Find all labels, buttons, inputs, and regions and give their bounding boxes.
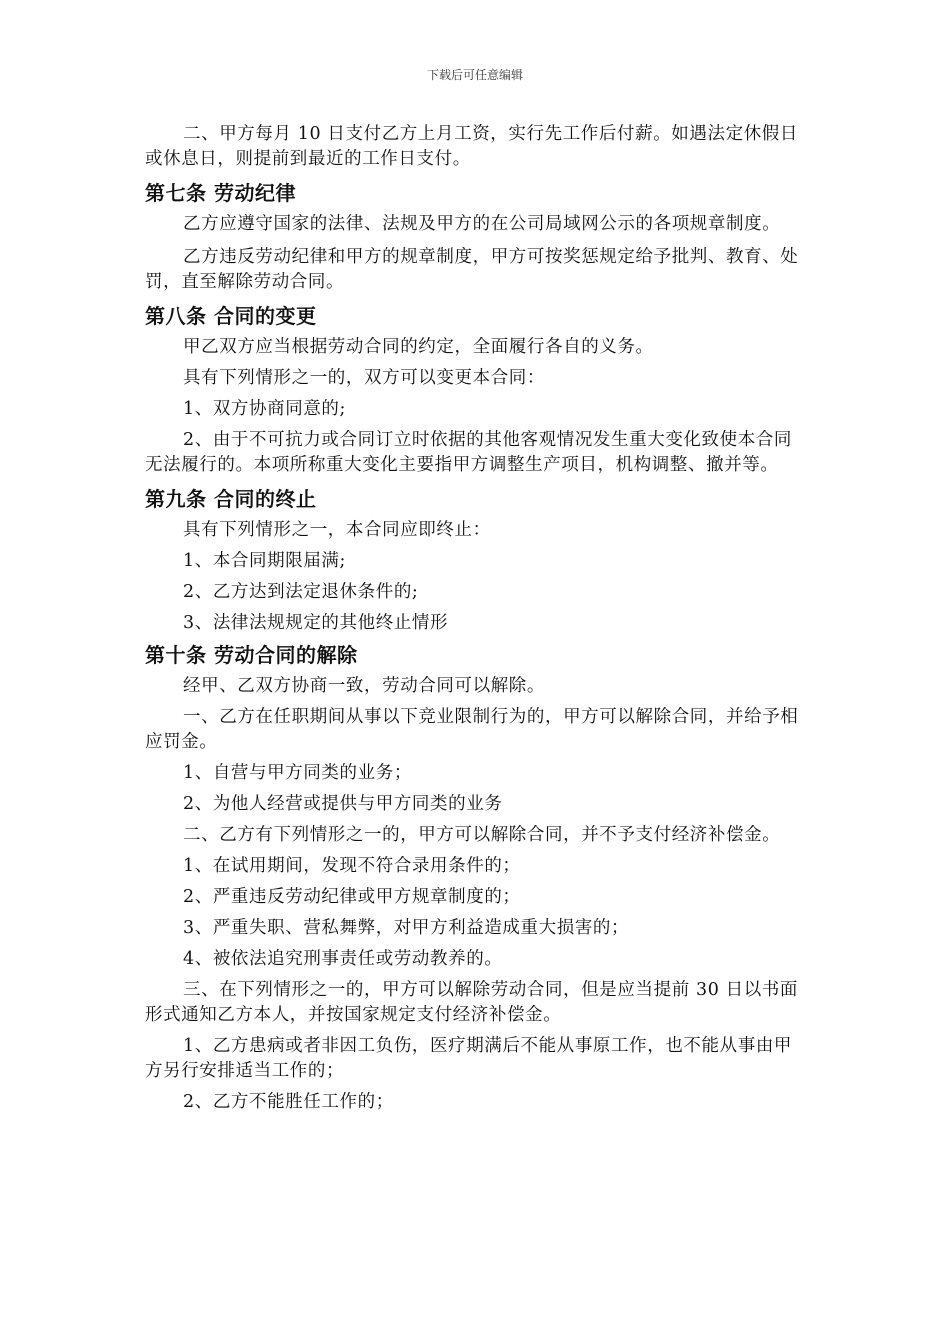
heading-article-10: 第十条 劳动合同的解除: [145, 643, 358, 667]
heading-article-7: 第七条 劳动纪律: [145, 181, 296, 205]
paragraph: 一、乙方在任职期间从事以下竞业限制行为的，甲方可以解除合同，并给予相应罚金。: [145, 707, 799, 752]
document-body: [145, 122, 810, 1121]
list-item: 1、乙方患病或者非因工负伤，医疗期满后不能从事原工作，也不能从事由甲方另行安排适当工作的；: [145, 1036, 793, 1081]
list-item: 3、法律法规规定的其他终止情形: [183, 613, 449, 633]
paragraph: 三、在下列情形之一的，甲方可以解除劳动合同，但是应当提前 30 日以书面形式通知乙方本人，并按国家规定支付经济补偿金。: [145, 980, 798, 1025]
list-item: 2、乙方达到法定退休条件的;: [183, 582, 419, 602]
paragraph: 乙方违反劳动纪律和甲方的规章制度，甲方可按奖惩规定给予批判、教育、处罚，直至解除劳动合同。: [145, 247, 799, 292]
list-item: 2、乙方不能胜任工作的；: [183, 1092, 394, 1112]
paragraph-salary-payment: 二、甲方每月 10 日支付乙方上月工资，实行先工作后付薪。如遇法定休假日或休息日，则提前到最近的工作日支付。: [145, 124, 798, 169]
list-item: 1、本合同期限届满;: [183, 551, 347, 571]
paragraph: 具有下列情形之一，本合同应即终止：: [183, 520, 491, 540]
list-item: 2、由于不可抗力或合同订立时依据的其他客观情况发生重大变化致使本合同无法履行的。本项所称重大变化主要指甲方调整生产项目，机构调整、撤并等。: [145, 430, 793, 475]
heading-article-8: 第八条 合同的变更: [145, 304, 317, 328]
paragraph: 二、乙方有下列情形之一的，甲方可以解除合同，并不予支付经济补偿金。: [183, 825, 781, 845]
list-item: 1、自营与甲方同类的业务；: [183, 763, 412, 783]
list-item: 1、在试用期间，发现不符合录用条件的；: [183, 856, 521, 876]
header-note: 下载后可任意编辑: [426, 68, 523, 82]
list-item: 2、为他人经营或提供与甲方同类的业务: [183, 794, 503, 814]
list-item: 3、严重失职、营私舞弊，对甲方利益造成重大损害的；: [183, 918, 630, 938]
paragraph: 具有下列情形之一的，双方可以变更本合同：: [183, 368, 545, 388]
list-item: 1、双方协商同意的;: [183, 399, 347, 419]
list-item: 4、被依法追究刑事责任或劳动教养的。: [183, 949, 503, 969]
heading-article-9: 第九条 合同的终止: [145, 487, 317, 511]
paragraph: 乙方应遵守国家的法律、法规及甲方的在公司局域网公示的各项规章制度。: [183, 214, 781, 234]
paragraph: 甲乙双方应当根据劳动合同的约定，全面履行各自的义务。: [183, 337, 654, 357]
paragraph: 经甲、乙双方协商一致，劳动合同可以解除。: [183, 676, 545, 696]
list-item: 2、严重违反劳动纪律或甲方规章制度的；: [183, 887, 521, 907]
